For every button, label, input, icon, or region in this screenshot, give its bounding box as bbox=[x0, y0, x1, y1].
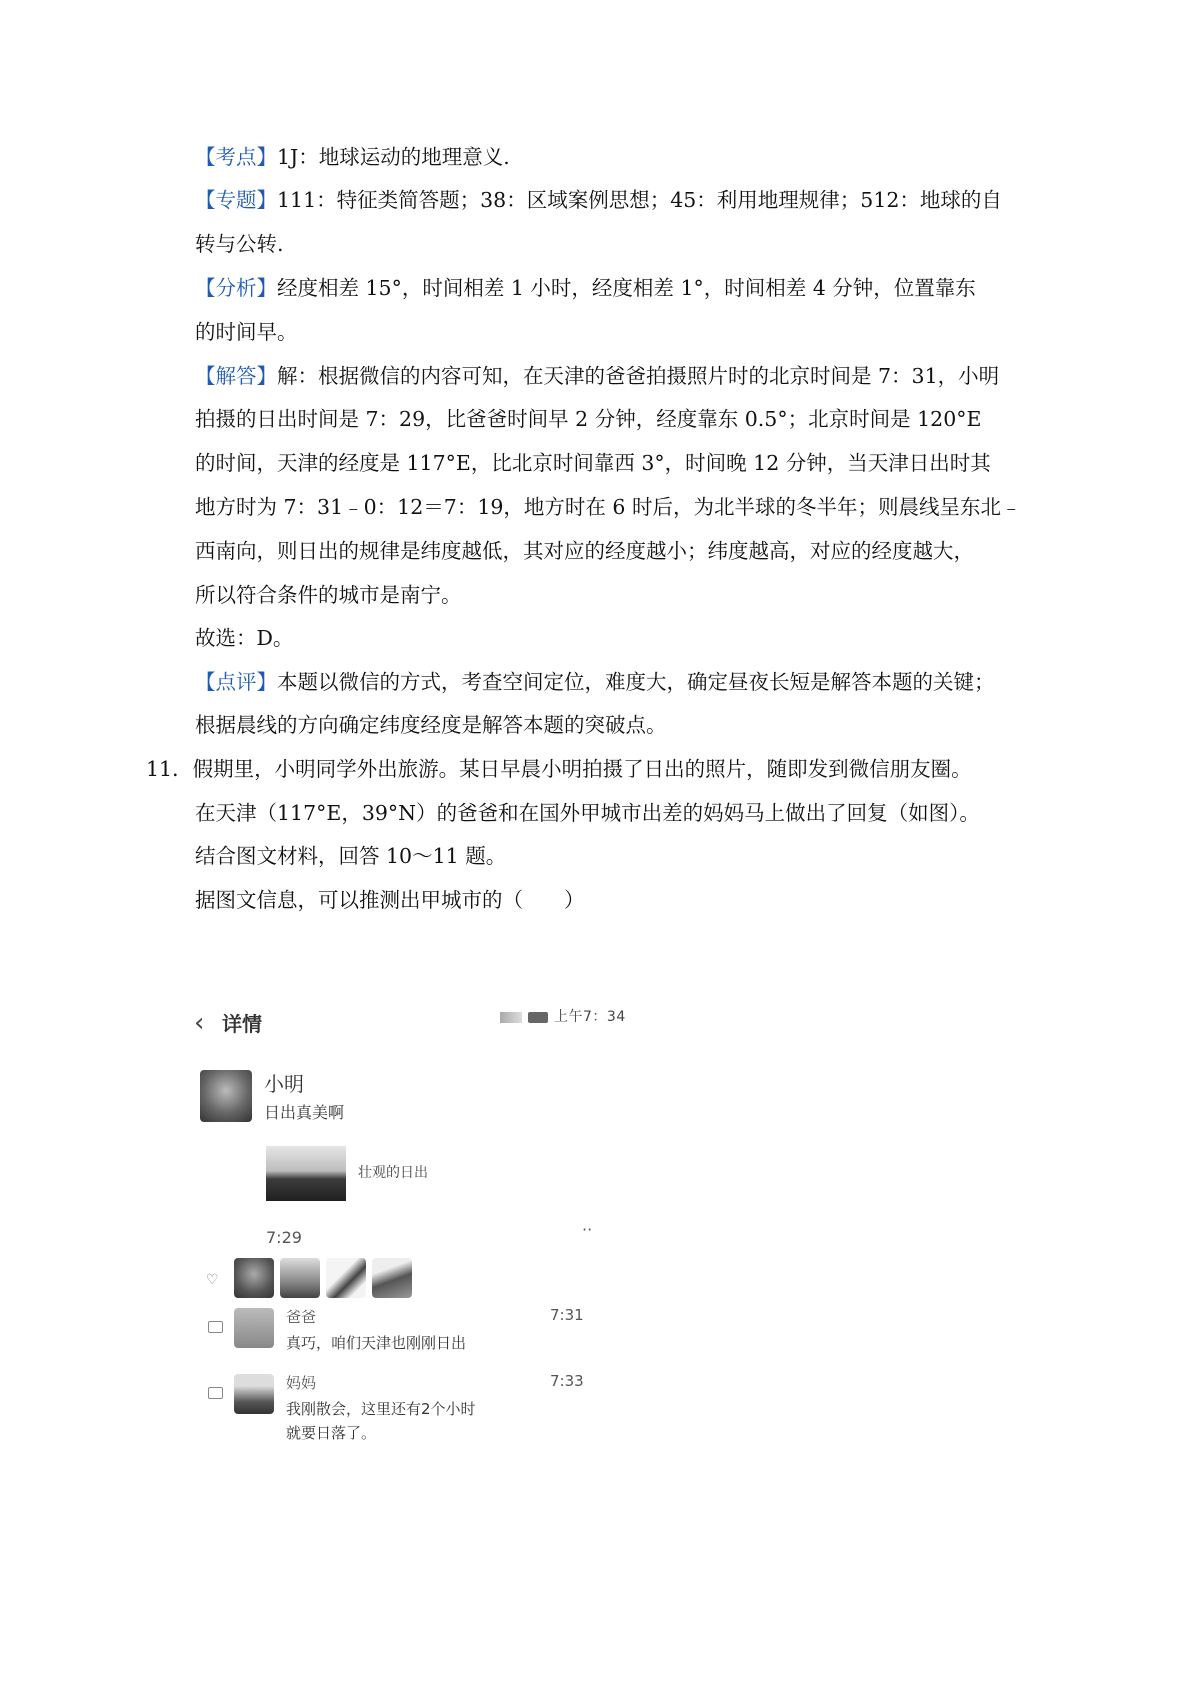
jieda-text-5: 西南向，则日出的规律是纬度越低，其对应的经度越小；纬度越高，对应的经度越大， bbox=[195, 539, 974, 563]
fenxi-text-2: 的时间早。 bbox=[195, 320, 298, 344]
jieda-line-1 bbox=[195, 362, 999, 390]
question-number: 11． bbox=[146, 757, 193, 781]
dianping-text-2: 根据晨线的方向确定纬度经度是解答本题的突破点。 bbox=[195, 713, 667, 737]
zhuanti-text-1: 111：特征类简答题；38：区域案例思想；45：利用地理规律；512：地球的自 bbox=[277, 188, 1002, 212]
answer-choice: 故选：D。 bbox=[195, 626, 294, 650]
like-avatar[interactable] bbox=[372, 1258, 412, 1298]
comment-icon bbox=[208, 1321, 223, 1333]
dianping-text-1: 本题以微信的方式，考查空间定位，难度大，确定昼夜长短是解答本题的关键； bbox=[277, 670, 995, 694]
comment-time: 7:33 bbox=[550, 1372, 584, 1390]
kaodian-text: 1J：地球运动的地理意义. bbox=[277, 145, 510, 169]
comment-name[interactable]: 爸爸 bbox=[286, 1308, 317, 1326]
kaodian-tag: 【考点】 bbox=[195, 145, 277, 169]
question-line-1 bbox=[146, 755, 972, 783]
comment-avatar[interactable] bbox=[234, 1374, 274, 1414]
heart-icon: ♡ bbox=[206, 1272, 219, 1288]
fenxi-tag: 【分析】 bbox=[195, 276, 277, 300]
comment-text-cont: 就要日落了。 bbox=[286, 1424, 377, 1442]
comment-text: 我刚散会，这里还有2个小时 bbox=[286, 1400, 476, 1418]
kaodian-line bbox=[195, 143, 510, 171]
fenxi-line-1 bbox=[195, 274, 976, 302]
sunrise-thumbnail[interactable] bbox=[266, 1146, 346, 1201]
jieda-text-6: 所以符合条件的城市是南宁。 bbox=[195, 583, 462, 607]
question-text-3: 结合图文材料，回答 10～11 题。 bbox=[195, 844, 507, 868]
comment-text: 真巧，咱们天津也刚刚日出 bbox=[286, 1334, 467, 1352]
page-title: 详情 bbox=[222, 1012, 262, 1036]
zhuanti-text-2: 转与公转. bbox=[195, 232, 284, 256]
jieda-text-1: 解：根据微信的内容可知，在天津的爸爸拍摄照片时的北京时间是 7：31，小明 bbox=[277, 364, 1000, 388]
question-text-2: 在天津（117°E，39°N）的爸爸和在国外甲城市出差的妈妈马上做出了回复（如图）。 bbox=[195, 801, 980, 825]
dianping-tag: 【点评】 bbox=[195, 670, 277, 694]
jieda-text-2: 拍摄的日出时间是 7：29，比爸爸时间早 2 分钟，经度靠东 0.5°；北京时间是 120°E bbox=[195, 407, 982, 431]
post-time: 7:29 bbox=[266, 1228, 302, 1247]
post-text: 日出真美啊 bbox=[264, 1103, 345, 1122]
like-avatar[interactable] bbox=[234, 1258, 274, 1298]
avatar[interactable] bbox=[200, 1070, 252, 1122]
link-caption[interactable]: 壮观的日出 bbox=[358, 1165, 428, 1181]
jieda-tag: 【解答】 bbox=[195, 364, 277, 388]
chevron-left-icon[interactable]: ‹ bbox=[194, 1008, 205, 1038]
zhuanti-line-1 bbox=[195, 186, 1002, 214]
like-avatar[interactable] bbox=[280, 1258, 320, 1298]
question-text-1: 假期里，小明同学外出旅游。某日早晨小明拍摄了日出的照片，随即发到微信朋友圈。 bbox=[192, 757, 972, 781]
jieda-text-4: 地方时为 7：31﹣0：12＝7：19，地方时在 6 时后，为北半球的冬半年；则晨线呈东北﹣ bbox=[195, 495, 1022, 519]
comment-avatar[interactable] bbox=[234, 1308, 274, 1348]
fenxi-text-1: 经度相差 15°，时间相差 1 小时，经度相差 1°，时间相差 4 分钟，位置靠东 bbox=[277, 276, 976, 300]
comment-time: 7:31 bbox=[550, 1306, 584, 1324]
comment-name[interactable]: 妈妈 bbox=[286, 1374, 317, 1392]
dianping-line-1 bbox=[195, 668, 995, 696]
jieda-text-3: 的时间，天津的经度是 117°E，比北京时间靠西 3°，时间晚 12 分钟，当天津日出时其 bbox=[195, 451, 991, 475]
question-stem: 据图文信息，可以推测出甲城市的（ ） bbox=[195, 888, 585, 912]
status-time: 上午7：34 bbox=[554, 1009, 626, 1025]
wechat-moments-screenshot bbox=[194, 1008, 620, 1550]
like-avatar[interactable] bbox=[326, 1258, 366, 1298]
comment-icon bbox=[208, 1387, 223, 1399]
poster-name[interactable]: 小明 bbox=[264, 1072, 304, 1096]
more-button[interactable]: ·· bbox=[582, 1220, 593, 1239]
zhuanti-tag: 【专题】 bbox=[195, 188, 277, 212]
